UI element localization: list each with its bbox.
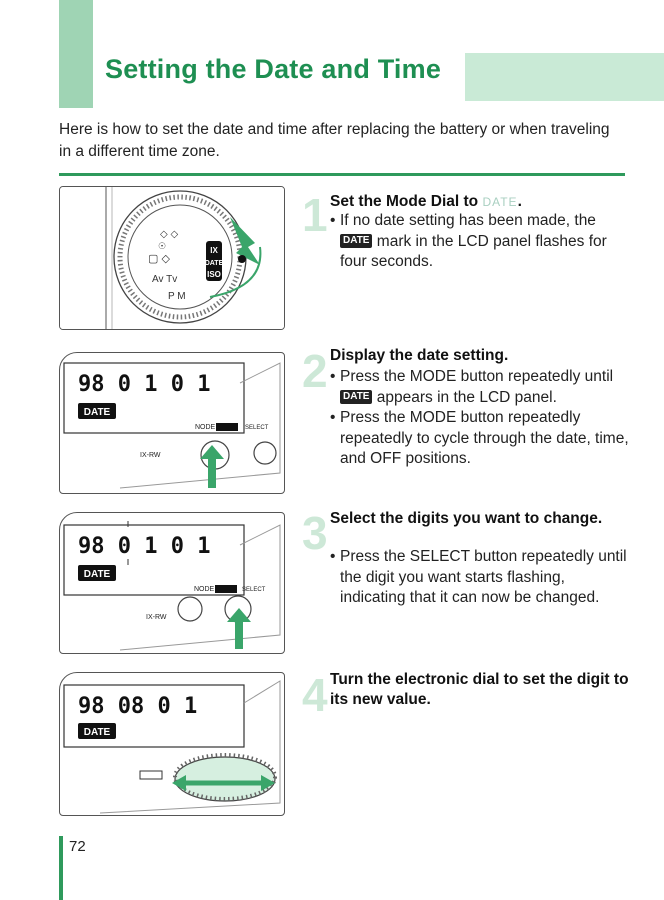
lcd-illustration bbox=[60, 673, 284, 815]
step-number: 2 bbox=[302, 345, 328, 397]
svg-text:▢ ◇: ▢ ◇ bbox=[148, 253, 170, 265]
lcd-illustration bbox=[60, 513, 284, 653]
svg-text:Av Tv: Av Tv bbox=[152, 274, 178, 285]
bullet-text: Press the SELECT button repeatedly until the digit you want starts flashing, indicating that it can now be changed. bbox=[340, 548, 627, 606]
ix-rw-label: IX-RW bbox=[140, 452, 161, 459]
step-heading: Select the digits you want to change. bbox=[330, 510, 603, 527]
lcd-figure-2 bbox=[59, 512, 285, 654]
bullet-text: appears in the LCD panel. bbox=[376, 388, 557, 406]
bullet-text: mark in the LCD panel flashes for four seconds. bbox=[340, 232, 607, 270]
date-badge-icon: DATE bbox=[340, 234, 372, 248]
svg-text:DATE: DATE bbox=[204, 260, 224, 267]
mode-label: NODE bbox=[194, 586, 215, 593]
step-heading: Turn the electronic dial to set the digit to its new value. bbox=[330, 671, 629, 708]
lcd-date-badge: DATE bbox=[83, 569, 111, 580]
lcd-date-badge: DATE bbox=[83, 407, 111, 418]
page-title: Setting the Date and Time bbox=[105, 54, 442, 84]
bullet-item bbox=[330, 408, 630, 470]
step-heading: Display the date setting. bbox=[330, 347, 509, 364]
lcd-digits: 98 0 1 0 1 bbox=[78, 534, 211, 559]
step-heading-suffix: . bbox=[517, 193, 522, 210]
lcd-figure-1 bbox=[59, 352, 285, 494]
bullet-item bbox=[330, 547, 630, 609]
ix-rw-label: IX-RW bbox=[146, 614, 167, 621]
bullet-text: If no date setting has been made, the bbox=[340, 212, 596, 229]
step-number: 4 bbox=[302, 669, 328, 721]
lcd-illustration bbox=[60, 353, 284, 493]
section-divider bbox=[59, 173, 625, 176]
intro-paragraph: Here is how to set the date and time after replacing the battery or when traveling in a different time zone. bbox=[59, 121, 610, 160]
page-number: 72 bbox=[69, 838, 86, 855]
step-number: 1 bbox=[302, 189, 328, 241]
svg-text:P M: P M bbox=[168, 291, 186, 302]
lcd-figure-3 bbox=[59, 672, 285, 816]
footer-accent-bar bbox=[59, 836, 63, 900]
bullet-text: Press the MODE button repeatedly until bbox=[340, 368, 614, 385]
bullet-text: Press the MODE button repeatedly repeatedly to cycle through the date, time, and OFF positions. bbox=[340, 409, 629, 467]
select-label: SELECT bbox=[242, 587, 266, 593]
step-heading-text: Set the Mode Dial to bbox=[330, 193, 479, 210]
step-bullets bbox=[330, 367, 630, 470]
lcd-digits: 98 0 1 0 1 bbox=[78, 372, 211, 397]
mode-dial-figure bbox=[59, 186, 285, 330]
mode-dial-illustration bbox=[60, 187, 284, 329]
lcd-digits: 98 08 0 1 bbox=[78, 694, 198, 719]
header-accent-bar bbox=[59, 0, 93, 108]
bullet-item bbox=[330, 211, 630, 273]
bullet-item bbox=[330, 367, 630, 408]
header-accent-block bbox=[465, 53, 664, 101]
svg-text:ISO: ISO bbox=[207, 270, 221, 279]
date-badge-icon: DATE bbox=[340, 390, 372, 404]
svg-text:◇ ◇: ◇ ◇ bbox=[160, 229, 179, 240]
lcd-date-badge: DATE bbox=[83, 727, 111, 738]
step-number: 3 bbox=[302, 507, 328, 559]
select-label: SELECT bbox=[245, 425, 269, 431]
step-bullets bbox=[330, 211, 630, 273]
step-heading bbox=[330, 192, 630, 212]
svg-text:☉: ☉ bbox=[158, 241, 167, 251]
svg-text:IX: IX bbox=[210, 246, 218, 255]
step-bullets bbox=[330, 547, 630, 609]
mode-label: NODE bbox=[195, 424, 216, 431]
date-mode-label: DATE bbox=[482, 195, 518, 209]
